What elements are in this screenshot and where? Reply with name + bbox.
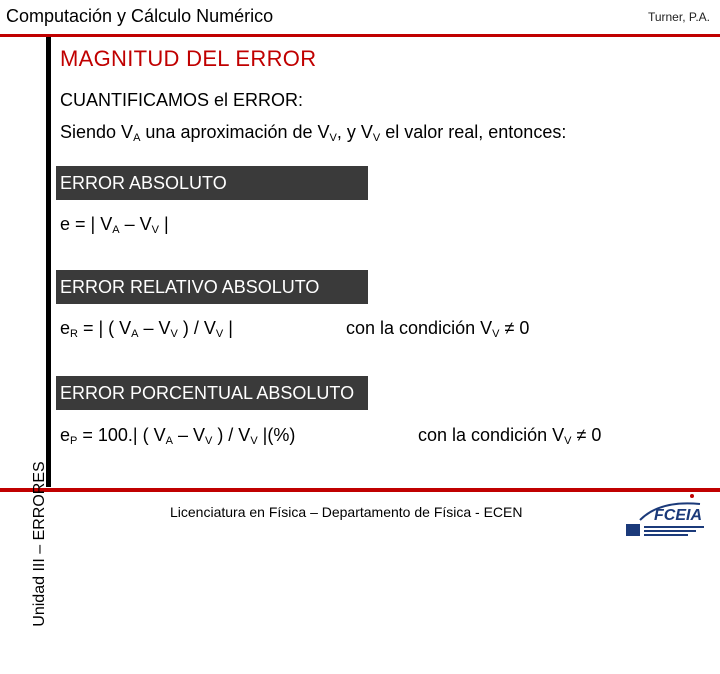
absolute-error-label: ERROR ABSOLUTO bbox=[56, 166, 368, 200]
slide-heading: MAGNITUD DEL ERROR bbox=[60, 46, 317, 71]
percentage-error-label: ERROR PORCENTUAL ABSOLUTO bbox=[56, 376, 368, 410]
course-title: Computación y Cálculo Numérico bbox=[6, 6, 274, 26]
relative-error-formula: $e_R$ = | ( $V_A - V_V$ ) / $V_V$ | bbox=[60, 318, 233, 340]
svg-text:FCEIA: FCEIA bbox=[654, 507, 702, 524]
bottom-divider bbox=[0, 488, 720, 492]
intro-text: CUANTIFICAMOS el ERROR: bbox=[60, 90, 304, 110]
definition-sentence: Siendo $V_A$ una aproximación de $V_V$, y $V_V$ el valor real, entonces: bbox=[60, 122, 567, 144]
unit-vertical-label: Unidad III – ERRORES bbox=[31, 461, 48, 627]
fceia-logo-icon bbox=[620, 490, 716, 538]
author-label: Turner, P.A. bbox=[647, 10, 710, 24]
relative-error-condition: con la condición $V_V \ne 0$ bbox=[346, 318, 530, 340]
percentage-error-formula: $e_P = 100.|$ ( $V_A - V_V$ ) / $V_V$ |(%) bbox=[60, 425, 296, 447]
absolute-error-formula: e = | $V_A - V_V$ | bbox=[60, 214, 169, 236]
percentage-error-condition: con la condición $V_V \ne 0$ bbox=[418, 425, 602, 447]
fceia-logo bbox=[620, 490, 716, 538]
relative-error-label: ERROR RELATIVO ABSOLUTO bbox=[56, 270, 368, 304]
footer-text: Licenciatura en Física – Departamento de Física - ECEN bbox=[170, 504, 523, 520]
top-divider bbox=[0, 34, 720, 37]
